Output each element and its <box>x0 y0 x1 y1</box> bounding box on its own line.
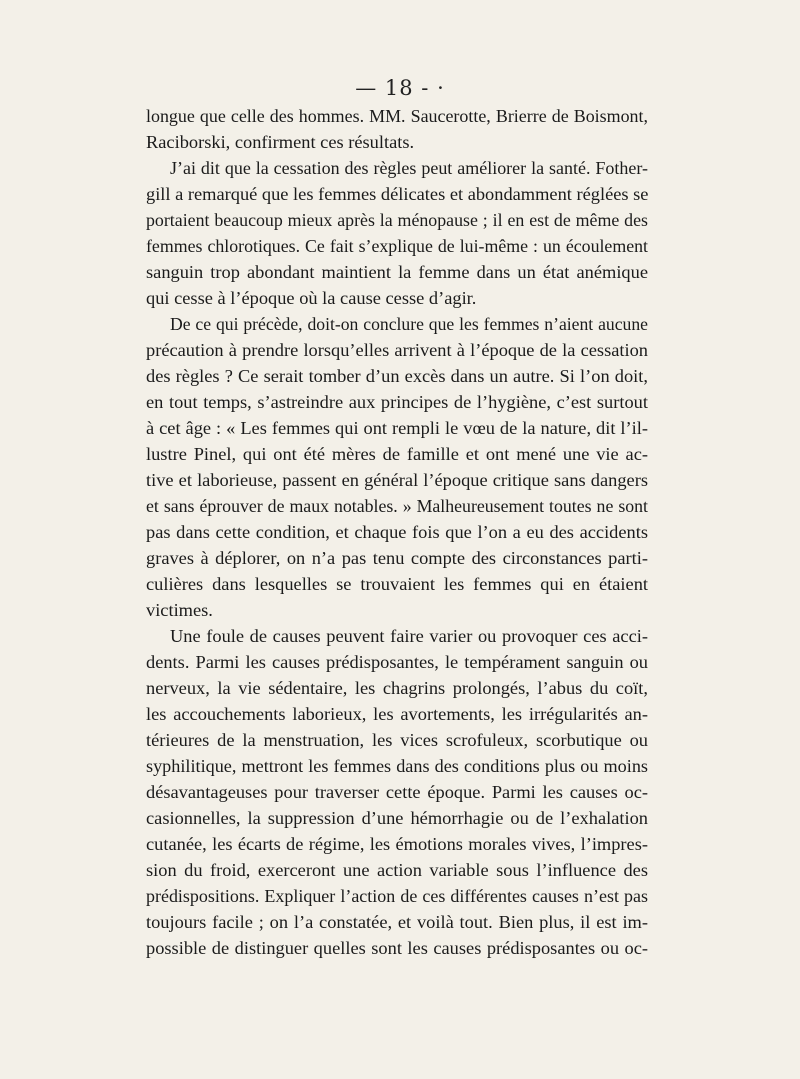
text-line: tive et laborieuse, passent en général l’époque critique sans dangers <box>146 470 648 490</box>
text-line: térieures de la menstruation, les vices scrofuleux, scorbutique ou <box>146 730 648 750</box>
text-line: Raciborski, confirment ces résultats. <box>146 132 415 152</box>
text-line: sion du froid, exerceront une action variable sous l’influence des <box>146 860 648 880</box>
text-line: qui cesse à l’époque où la cause cesse d’agir. <box>146 288 477 308</box>
text-line: lustre Pinel, qui ont été mères de famille et ont mené une vie ac- <box>146 444 648 464</box>
text-line: portaient beaucoup mieux après la ménopause ; il en est de même des <box>146 210 648 230</box>
body-text <box>146 103 648 961</box>
text-line: J’ai dit que la cessation des règles peut améliorer la santé. Fother- <box>170 158 648 178</box>
text-line: Une foule de causes peuvent faire varier ou provoquer ces acci- <box>170 626 648 646</box>
text-line: et sans éprouver de maux notables. » Malheureusement toutes ne sont <box>146 496 648 516</box>
text-line: cutanée, les écarts de régime, les émotions morales vives, l’impres- <box>146 834 648 854</box>
page-number: — 18 - · <box>355 76 445 100</box>
text-line: longue que celle des hommes. MM. Saucerotte, Brierre de Boismont, <box>146 106 648 126</box>
text-line: précaution à prendre lorsqu’elles arrivent à l’époque de la cessation <box>146 340 648 360</box>
text-line: graves à déplorer, on n’a pas tenu compte des circonstances parti- <box>146 548 648 568</box>
text-line: De ce qui précède, doit-on conclure que les femmes n’aient aucune <box>170 314 648 334</box>
text-line: toujours facile ; on l’a constatée, et voilà tout. Bien plus, il est im- <box>146 912 648 932</box>
text-line: gill a remarqué que les femmes délicates et abondamment réglées se <box>146 184 649 204</box>
text-line: casionnelles, la suppression d’une hémorrhagie ou de l’exhalation <box>146 808 648 828</box>
text-line: sanguin trop abondant maintient la femme dans un état anémique <box>146 262 648 282</box>
text-line: syphilitique, mettront les femmes dans des conditions plus ou moins <box>146 756 648 776</box>
text-line: des règles ? Ce serait tomber d’un excès dans un autre. Si l’on doit, <box>146 366 648 386</box>
text-line: pas dans cette condition, et chaque fois que l’on a eu des accidents <box>146 522 648 542</box>
text-line: à cet âge : « Les femmes qui ont rempli le vœu de la nature, dit l’il- <box>146 418 648 438</box>
text-line: possible de distinguer quelles sont les causes prédisposantes ou oc- <box>146 938 648 958</box>
text-line: nerveux, la vie sédentaire, les chagrins prolongés, l’abus du coït, <box>146 678 648 698</box>
text-line: femmes chlorotiques. Ce fait s’explique de lui-même : un écoulement <box>146 236 648 256</box>
text-line: victimes. <box>146 600 213 620</box>
text-line: prédispositions. Expliquer l’action de ces différentes causes n’est pas <box>146 886 648 906</box>
text-line: culières dans lesquelles se trouvaient les femmes qui en étaient <box>146 574 648 594</box>
text-line: en tout temps, s’astreindre aux principes de l’hygiène, c’est surtout <box>146 392 648 412</box>
text-line: dents. Parmi les causes prédisposantes, le tempérament sanguin ou <box>146 652 648 672</box>
text-line: désavantageuses pour traverser cette époque. Parmi les causes oc- <box>146 782 648 802</box>
text-line: les accouchements laborieux, les avortements, les irrégularités an- <box>146 704 648 724</box>
